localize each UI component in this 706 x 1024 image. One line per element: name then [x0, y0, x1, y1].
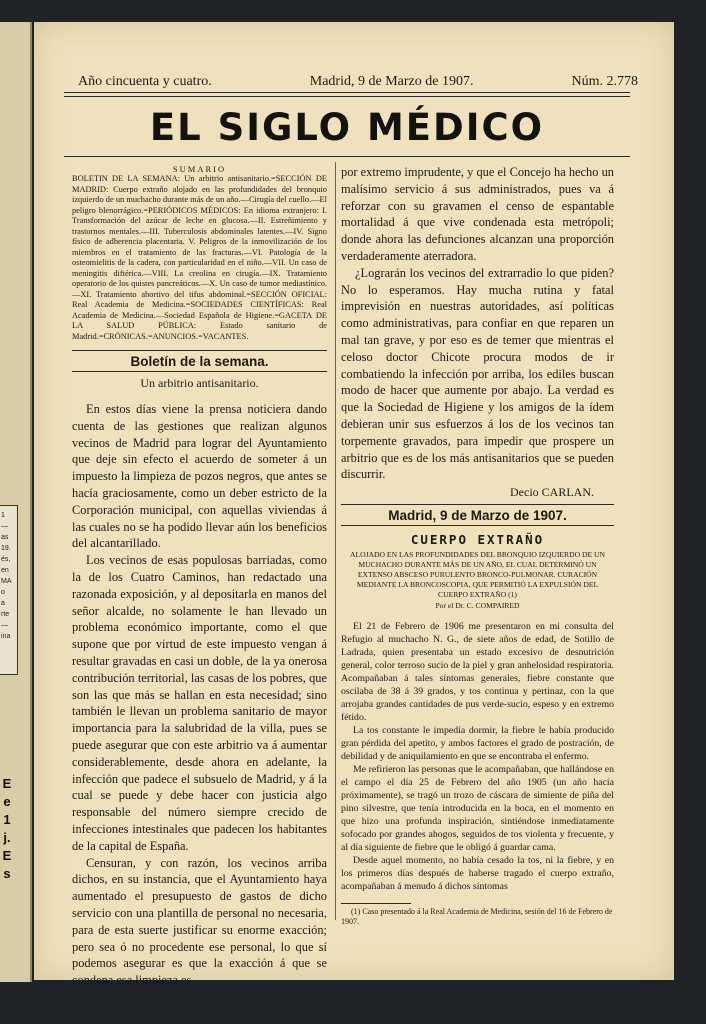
fragment-letter: E [2, 776, 12, 791]
fragment-letter: e [3, 794, 11, 809]
paragraph: El 21 de Febrero de 1906 me presentaron en mi consulta del Refugio al muchacho N. G., de siete años de edad, de Sotillo de Ladrada, quien presentaba un estado excesivo de desnutrición general, color terroso sucio de la piel y gran anhelosidad respiratoria. Acompañaban á tales síntomas generales, fiebre constante que oscilaba de 38 á 39 grados, y tos continua y pertinaz, con la que arrojaba grandes cantidades de pus verde-sucio, espeso y en extremo fétido. [341, 621, 614, 724]
fragment-line: — [1, 622, 8, 629]
header-rule-thin [64, 96, 630, 97]
fragment-line: rte [1, 611, 10, 618]
fragment-line: en [1, 567, 9, 574]
paragraph: Me refirieron las personas que le acompañaban, que hallándose en el campo el día 25 de Febrero del año 1905 (un año hacía próximamente), se tragó un trozo de cáscara de simiente de piña del pino silvestre, que tenía introducida en la boca, en el momento en que hizo una profunda inspiración, sintiéndose inmediatamente sofocado por grandes ahogos, seguidos de tos violenta y frecuente, y al día siguiente de fiebre que le obligó á guardar cama. [341, 764, 614, 854]
column-divider [335, 162, 336, 920]
fragment-line: a [1, 600, 5, 607]
title-rule [64, 156, 630, 157]
paragraph: Desde aquel momento, no había cesado la tos, ni la fiebre, y en los primeros días después de haberse tragado el cuerpo extraño, acompañaban á menudo á dichos síntomas [341, 855, 614, 893]
fragment-line: — [1, 523, 8, 530]
madrid-heading: Madrid, 9 de Marzo de 1907. [341, 504, 614, 526]
fragment-letter: E [2, 848, 12, 863]
boletin-heading: Boletín de la semana. [72, 350, 327, 372]
paragraph: por extremo imprudente, y que el Concejo ha hecho un malísimo servicio á sus administrados, pues va á reforzar con su gravamen el censo de espantable mortalidad á que vive condenada esta metrópoli; donde ahora las defunciones alcanzan una proporción verdaderamente aterradora. [341, 165, 614, 263]
fragment-line: ina [1, 633, 11, 640]
left-column [72, 162, 327, 989]
fragment-letter: 1 [3, 812, 11, 827]
right-column [341, 162, 614, 927]
fragment-line: as [1, 534, 9, 541]
boletin-body [72, 401, 327, 989]
adjacent-page-letters [0, 775, 14, 883]
year-label: Año cincuenta y cuatro. [78, 74, 212, 89]
paragraph: En estos días viene la prensa noticiera dando cuenta de las gestiones que realizan algunos vecinos de Madrid para lograr del Ayuntamiento que deje sin efecto el acuerdo de someter á un impuesto la limpieza de pozos negros, que antes se hacía graciosamente, como un deber estricto de la Corporación municipal, con aquellas viviendas á las cuales no se ha podido llevar aún los beneficios del alcantarillado. [72, 402, 327, 551]
sumario-heading: SUMARIO [172, 164, 227, 174]
article-body [341, 620, 614, 893]
masthead-info [78, 74, 638, 90]
paragraph: Censuran, y con razón, los vecinos arriba dichos, en su instancia, que el Ayuntamiento haya aumentado el presupuesto de gastos de dicho servicio con una plantilla de personal no necesaria, para de esta suerte justificar su enorme exacción; pero sea ó no procedente ese personal, lo que sí podemos asegurar es que la exacción á que se condena esa limpieza es [72, 855, 327, 988]
paragraph: La tos constante le impedía dormir, la fiebre le había producido gran pérdida del apetito, y ambos factores el grado de postración, de debilidad y de aniquilamiento en que se encontraba el enfermo. [341, 725, 614, 763]
article-title: CUERPO EXTRAÑO [410, 532, 545, 548]
boletin-subtitle: Un arbitrio antisanitario. [140, 376, 259, 390]
fragment-line: MA [1, 578, 12, 585]
signature: Decio CARLAN. [510, 485, 594, 500]
sumario-text: BOLETIN DE LA SEMANA: Un arbitrio antisanitario.=SECCIÓN DE MADRID: Cuerpo extraño alojado en las profundidades del bronquio izquierdo de un muchacho durante más de un año.—Cirugía del cuello.—El peligro blenorrágico.=PERIÓDICOS MÉDICOS: En idioma extranjero: I. Transformación del azúcar de leche en glucosa.—II. Estreñimiento y trastornos mentales.—III. Tuberculosis abdominales latentes.—IV. Signo físico de adherencia placentaria. V. Peligros de la inmovilización de los miembros en el tratamiento de las fracturas.—VI. Patología de la osteomielitis de la cadera, con particularidad en el niño.—VII. Un caso de meningitis diftérica.—VIII. La creolina en cirugía.—IX. Tratamiento operatorio de los quistes pancreáticos.—X. Un caso de tumor mediastínico.—XI. Tratamiento abortivo del tifus abdominal.=SECCIÓN OFICIAL: Real Academia de Medicina.=SOCIEDADES CIENTÍFICAS: Real Academia de Medicina.—Sociedad Española de Higiene.=GACETA DE LA SALUD PÚBLICA: Estado sanitario de Madrid.=CRÓNICAS.=ANUNCIOS.=VACANTES. [72, 174, 327, 341]
article-author: Por el Dr. C. COMPAIRED [435, 601, 520, 611]
continuation-body [341, 164, 614, 483]
fragment-line: 1 [1, 512, 5, 519]
issue-date: Madrid, 9 de Marzo de 1907. [309, 74, 474, 89]
fragment-line: o [1, 589, 5, 596]
issue-number: Núm. 2.778 [571, 74, 638, 89]
footnote-rule [341, 903, 411, 904]
paragraph: Los vecinos de esas populosas barriadas, como la de los Cuatro Caminos, han redactado una razonada exposición, y al depositarla en manos del señor alcalde, no solamente le han llevado un problema económico importante, como el que supone que por virtud de este impuesto vengan á resultar gravadas en casi un doble, de la ya onerosa contribución territorial, las casas de los pobres, que son las que más se hallan en esta necesidad; sino también le llevan un problema sanitario de mayor importancia para la salubridad de la villa, pues se puede asegurar que con este arbitrio va á aumentar considerablemente, desde ahora en adelante, la infección que padece el subsuelo de Madrid, y á la cual se puede y debe hacer con justicia algo responsable del número siempre crecido de infecciones intestinales que padecen los habitantes de la capital de España. [72, 553, 327, 853]
footnote: (1) Caso presentado á la Real Academia de Medicina, sesión del 16 de Febrero de 1907. [341, 907, 613, 927]
article-subtitle: ALOJADO EN LAS PROFUNDIDADES DEL BRONQUIO IZQUIERDO DE UN MUCHACHO DURANTE MÁS DE UN AÑO, EL CUAL DETERMINÓ UN EXTENSO ABSCESO PURULENTO BRONCO-PULMONAR. CURACIÓN MEDIANTE LA BRONCOSCOPIA, QUE PERMITIÓ LA EXPULSIÓN DEL CUERPO EXTRAÑO (1) [350, 550, 605, 600]
paragraph: ¿Lograrán los vecinos del extrarradio lo que piden? No lo esperamos. Hay mucha rutina y fatal imprevisión en nuestras autoridades, así políticas como administrativas, para confiar en que reparen un mal tan grave, y por eso es de temer que mientras el celoso doctor Chicote procura modos de ir combatiendo la infección por arriba, los ediles buscan modo de hacer que aumente por abajo. La verdad es que la Sociedad de Higiene y los amigos de la ídem debieran unir sus esfuerzos á los de los vecinos tan torpemente gravados, para impedir que prospere un arbitrio que es de los más antisanitarios que se pueden discurrir. [341, 265, 614, 482]
header-rule [64, 92, 630, 93]
adjacent-page-fragment [0, 505, 18, 675]
newspaper-title: EL SIGLO MÉDICO [149, 106, 545, 149]
fragment-letter: s [3, 866, 11, 881]
fragment-letter: j. [3, 830, 11, 845]
fragment-line: és, [1, 556, 11, 563]
newspaper-page [34, 22, 674, 988]
fragment-line: 19. [1, 545, 11, 552]
